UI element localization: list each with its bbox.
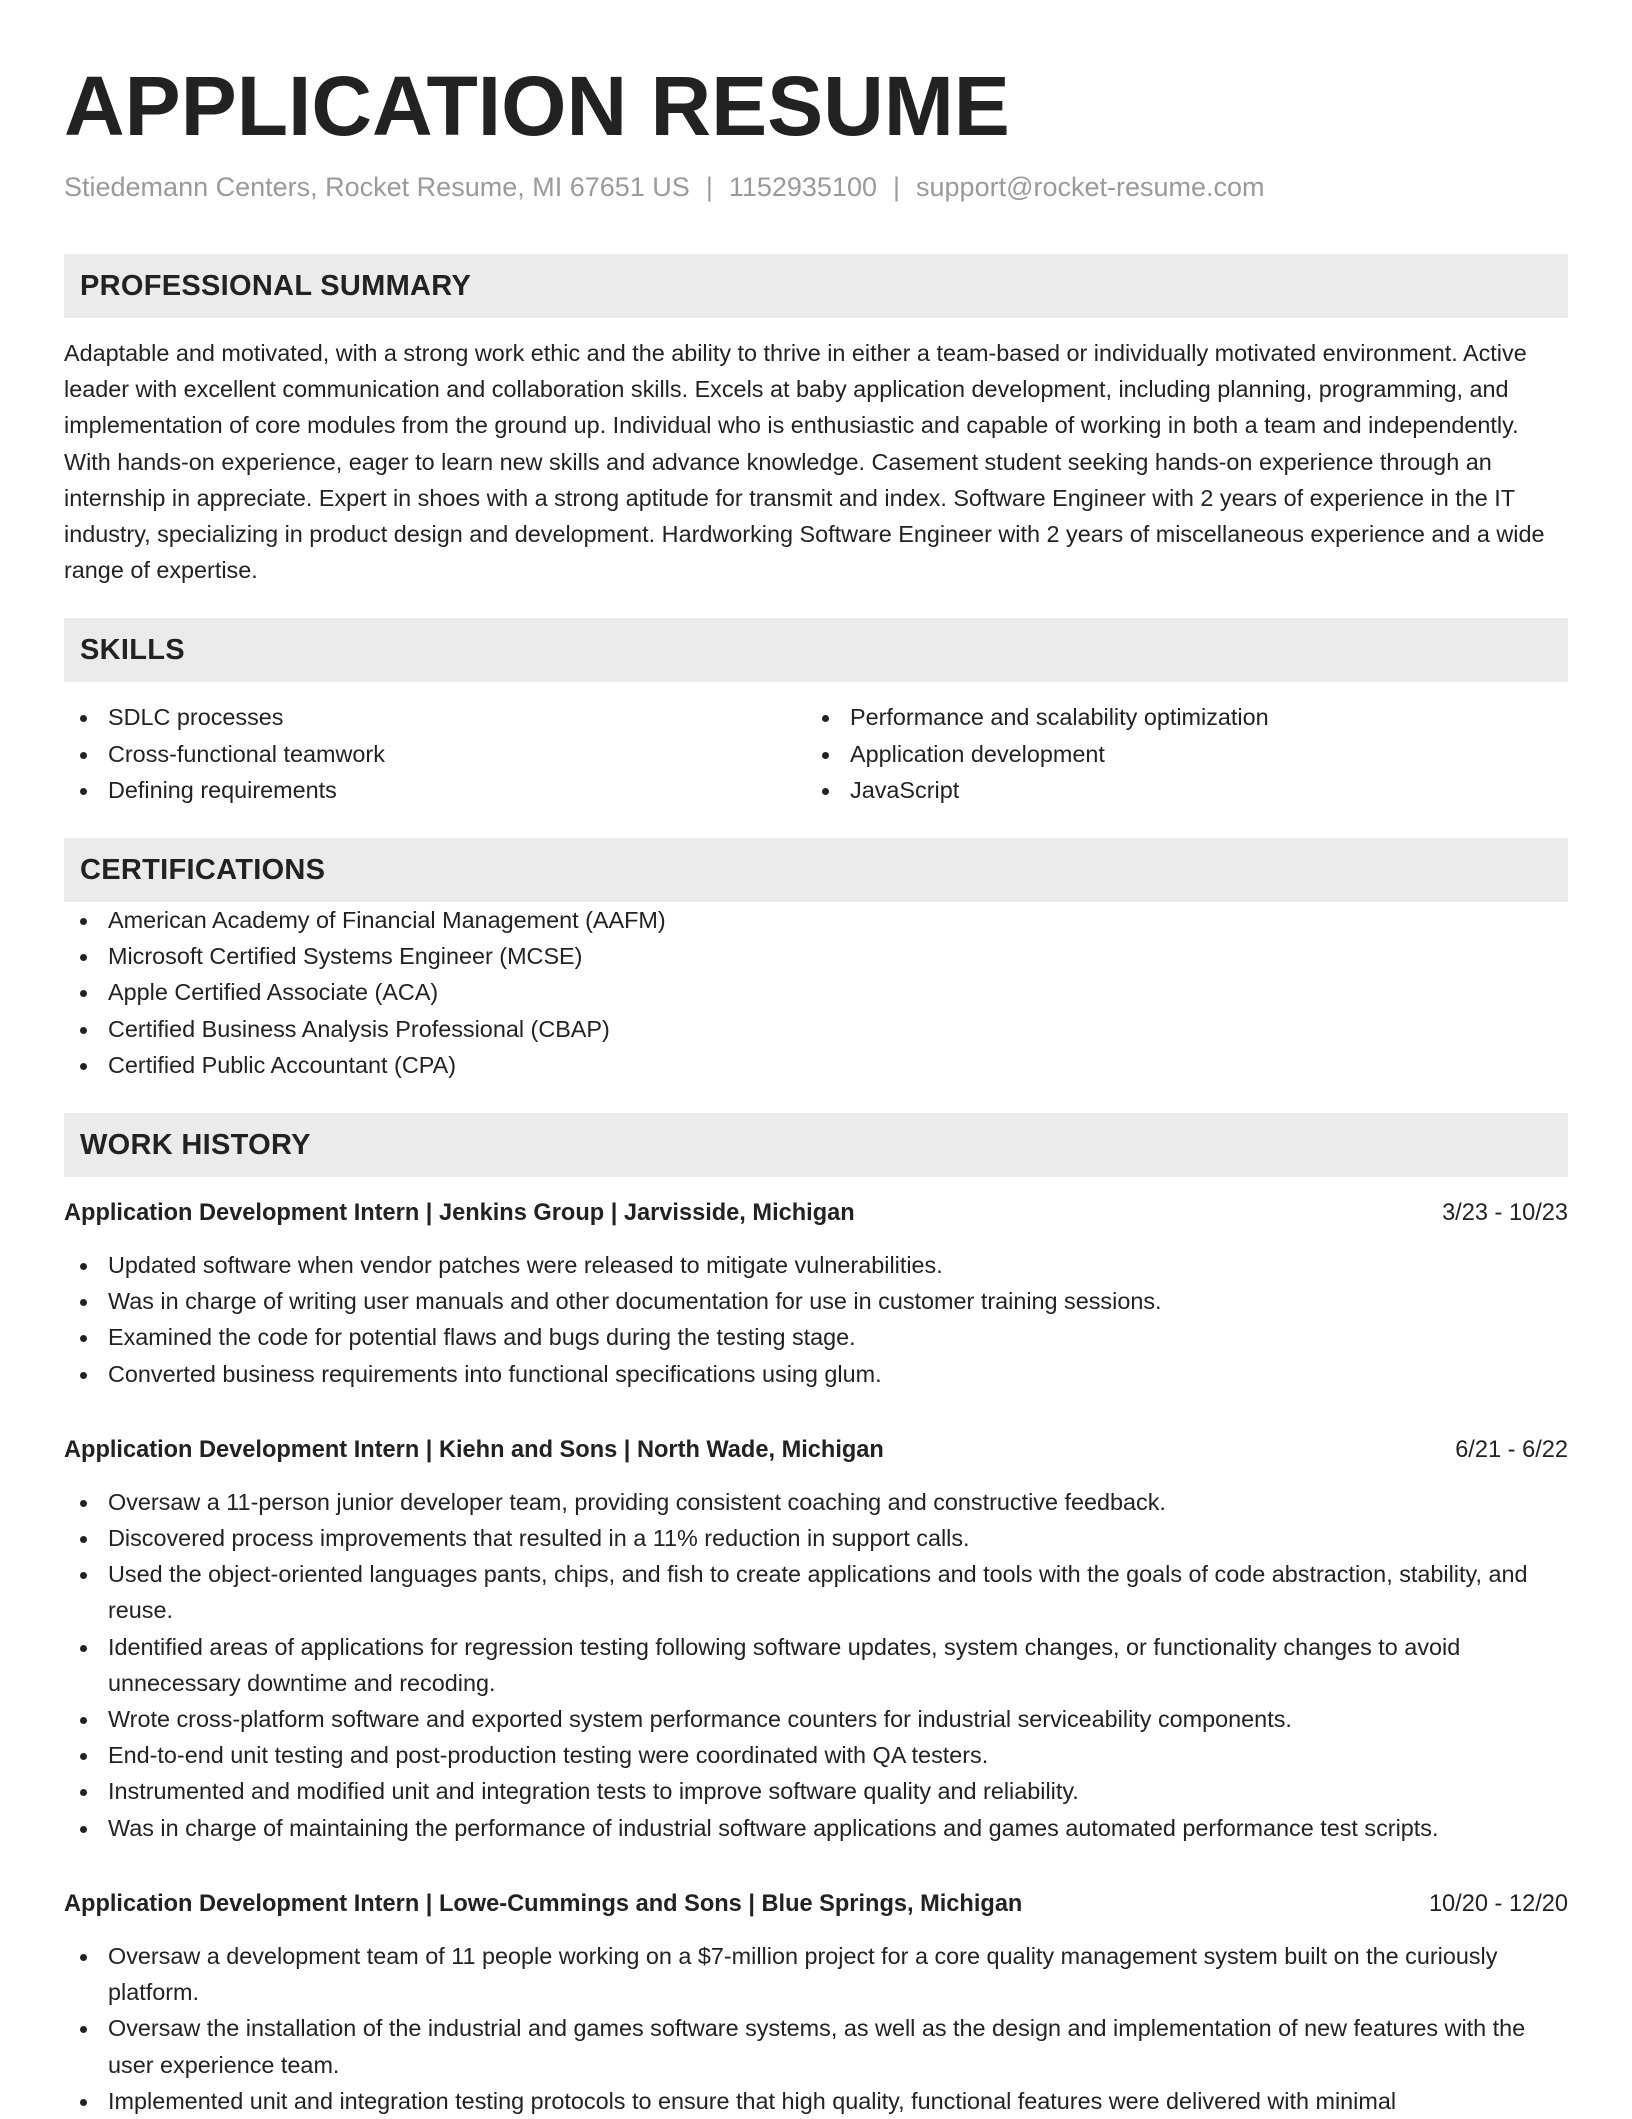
job-entry [64, 1195, 1568, 1392]
certification-item: Certified Public Accountant (CPA) [64, 1047, 1568, 1083]
job-bullets [64, 1247, 1568, 1392]
job-bullets [64, 1938, 1568, 2119]
skills-column-left [64, 699, 806, 808]
contact-separator: | [893, 172, 901, 202]
job-entry [64, 1432, 1568, 1846]
job-dates: 10/20 - 12/20 [1428, 1890, 1568, 1917]
skills-heading: SKILLS [64, 618, 1568, 682]
resume-page [64, 0, 1568, 2119]
job-bullet: Oversaw the installation of the industrial and games software systems, as well as the design and implementation of new features with the user experience team. [64, 2010, 1568, 2082]
resume-title: APPLICATION RESUME [64, 59, 1010, 153]
job-header [64, 1432, 1568, 1468]
job-bullet: Was in charge of writing user manuals and other documentation for use in customer training sessions. [64, 1283, 1568, 1319]
summary-text: Adaptable and motivated, with a strong work ethic and the ability to thrive in either a team-based or individually motivated environment. Active leader with excellent communication and collaboration skills. Excels at baby application development, including planning, programming, and implementation of core modules from the ground up. Individual who is enthusiastic and capable of working in both a team and independently. With hands-on experience, eager to learn new skills and advance knowledge. Casement student seeking hands-on experience through an internship in appreciate. Expert in shoes with a strong aptitude for transmit and index. Software Engineer with 2 years of experience in the IT industry, specializing in product design and development. Hardworking Software Engineer with 2 years of miscellaneous experience and a wide range of expertise. [64, 340, 1545, 584]
email: support@rocket-resume.com [916, 172, 1265, 202]
skill-item: Defining requirements [64, 772, 806, 808]
summary-heading: PROFESSIONAL SUMMARY [64, 254, 1568, 318]
job-bullet: Updated software when vendor patches were released to mitigate vulnerabilities. [64, 1247, 1568, 1283]
skill-item: Application development [806, 736, 1548, 772]
certifications-heading: CERTIFICATIONS [64, 838, 1568, 902]
job-bullet: Oversaw a 11-person junior developer team, providing consistent coaching and constructive feedback. [64, 1484, 1568, 1520]
skills-list [64, 699, 1568, 808]
job-bullet: Wrote cross-platform software and exported system performance counters for industrial serviceability components. [64, 1701, 1568, 1737]
skill-item: JavaScript [806, 772, 1548, 808]
skill-item: Performance and scalability optimization [806, 699, 1548, 735]
certification-item: American Academy of Financial Management (AAFM) [64, 902, 1568, 938]
contact-separator: | [705, 172, 713, 202]
job-title: Application Development Intern | Kiehn and Sons | North Wade, Michigan [64, 1436, 884, 1463]
certification-item: Certified Business Analysis Professional (CBAP) [64, 1011, 1568, 1047]
job-title: Application Development Intern | Lowe-Cummings and Sons | Blue Springs, Michigan [64, 1890, 1023, 1917]
job-dates: 3/23 - 10/23 [1442, 1200, 1568, 1227]
phone: 1152935100 [728, 172, 877, 202]
job-header [64, 1195, 1568, 1231]
contact-line [64, 170, 1568, 204]
job-bullet: Converted business requirements into functional specifications using glum. [64, 1356, 1568, 1392]
job-bullet: Discovered process improvements that resulted in a 11% reduction in support calls. [64, 1520, 1568, 1556]
job-bullet: Implemented unit and integration testing protocols to ensure that high quality, functional features were delivered with minimal [64, 2083, 1568, 2119]
job-title: Application Development Intern | Jenkins Group | Jarvisside, Michigan [64, 1200, 855, 1227]
job-dates: 6/21 - 6/22 [1455, 1436, 1568, 1463]
job-bullet: Identified areas of applications for regression testing following software updates, system changes, or functionality changes to avoid unnecessary downtime and recoding. [64, 1629, 1568, 1701]
job-bullet: Examined the code for potential flaws and bugs during the testing stage. [64, 1319, 1568, 1355]
skill-item: SDLC processes [64, 699, 806, 735]
certification-item: Microsoft Certified Systems Engineer (MCSE) [64, 938, 1568, 974]
job-bullets [64, 1484, 1568, 1846]
job-bullet: Instrumented and modified unit and integration tests to improve software quality and reliability. [64, 1773, 1568, 1809]
certification-item: Apple Certified Associate (ACA) [64, 974, 1568, 1010]
job-bullet: Was in charge of maintaining the performance of industrial software applications and games automated performance test scripts. [64, 1810, 1568, 1846]
work-history-heading: WORK HISTORY [64, 1113, 1568, 1177]
job-bullet: Oversaw a development team of 11 people working on a $7-million project for a core quality management system built on the curiously platform. [64, 1938, 1568, 2010]
job-header [64, 1886, 1568, 1922]
skills-column-right [806, 699, 1548, 808]
certifications-list [64, 902, 1568, 1083]
address: Stiedemann Centers, Rocket Resume, MI 67651 US [64, 172, 690, 202]
job-entry [64, 1886, 1568, 2119]
job-bullet: End-to-end unit testing and post-production testing were coordinated with QA testers. [64, 1737, 1568, 1773]
job-bullet: Used the object-oriented languages pants, chips, and fish to create applications and tools with the goals of code abstraction, stability, and reuse. [64, 1556, 1568, 1628]
skill-item: Cross-functional teamwork [64, 736, 806, 772]
